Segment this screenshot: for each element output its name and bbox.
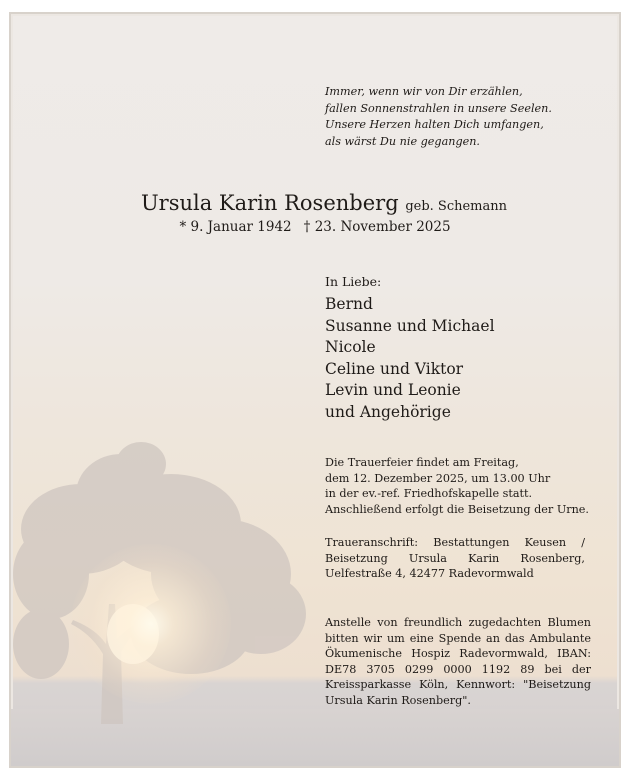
poem [325, 84, 552, 150]
mourner-name: Bernd [325, 295, 373, 313]
mourner-name: Levin und Leonie [325, 381, 461, 399]
tree-background-image [11, 434, 321, 734]
donation-line: Ursula Karin Rosenberg". [325, 693, 471, 707]
poem-line: fallen Sonnenstrahlen in unsere Seelen. [325, 101, 552, 115]
poem-line: als wärst Du nie gegangen. [325, 134, 480, 148]
funeral-info [325, 455, 613, 517]
address-line: Uelfestraße 4, 42477 Radevormwald [325, 567, 534, 580]
sun-glow [71, 544, 231, 704]
funeral-line: Die Trauerfeier findet am Freitag, [325, 456, 519, 469]
poem-line: Unsere Herzen halten Dich umfangen, [325, 118, 544, 131]
mourner-name: Susanne und Michael [325, 316, 495, 335]
deceased-name-line [11, 190, 619, 220]
funeral-line: Anschließend erfolgt die Beisetzung der Urne. [325, 502, 589, 516]
mourning-address [325, 535, 585, 582]
mourner-name: und Angehörige [325, 402, 451, 421]
donation-info [325, 615, 591, 708]
mourner-name: Celine und Viktor [325, 359, 464, 378]
mourner-name: Nicole [325, 338, 376, 356]
poem-line: Immer, wenn wir von Dir erzählen, [325, 85, 523, 98]
mourners-heading: In Liebe: [325, 274, 382, 289]
donation-line: DE78 3705 0299 0000 1192 89 bei der [325, 662, 591, 676]
address-line: Traueranschrift: Bestattungen Keusen / [325, 536, 585, 549]
donation-line: Ökumenische Hospiz Radevormwald, IBAN: [325, 647, 591, 660]
deceased-name: Ursula Karin Rosenberg [140, 191, 399, 215]
born-name: geb. Schemann [405, 199, 508, 214]
donation-line: bitten wir um eine Spende an das Ambulante [325, 631, 591, 645]
mourners-list [325, 294, 495, 423]
life-dates [11, 218, 619, 236]
birth-date: * 9. Januar 1942 [179, 219, 292, 235]
address-line: Beisetzung Ursula Karin Rosenberg, [325, 551, 585, 565]
funeral-line: dem 12. Dezember 2025, um 13.00 Uhr [325, 471, 551, 485]
death-date: † 23. November 2025 [303, 219, 451, 235]
obituary-card [9, 12, 621, 768]
donation-line: Anstelle von freundlich zugedachten Blumen [325, 616, 591, 629]
funeral-line: in der ev.-ref. Friedhofskapelle statt. [325, 487, 533, 500]
donation-line: Kreissparkasse Köln, Kennwort: "Beisetzung [325, 678, 591, 691]
